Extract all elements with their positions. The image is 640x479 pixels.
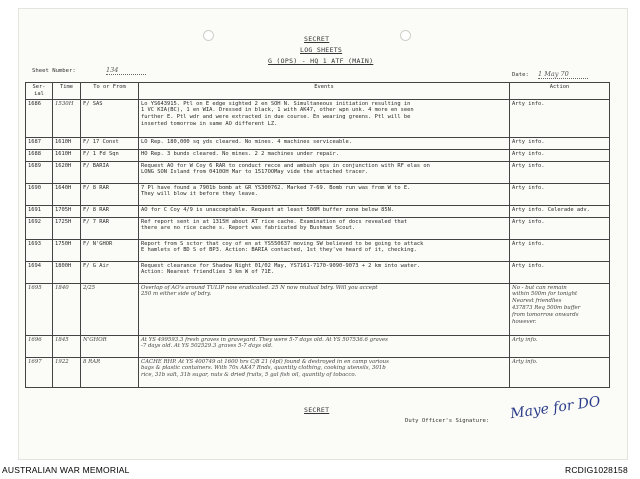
cell-event: AO for C Coy 4/9 is unacceptable. Request at least 500M buffer zone below 85N.	[139, 205, 510, 217]
cell-action: Arty info.	[510, 149, 610, 161]
cell-action: No - but can remain within 500m for tonight Nearest friendlies 437873 Req 500m buffer from tomorrow onwards however.	[510, 283, 610, 335]
cell-event: Lo YS643915. Ptl on E edge sighted 2 en SOH N. Simultaneous initiation resulting in 1 VC KIA(BC), 1 en WIA. Dressed in black, 1 with AK47, other wpn unk. 4 more en seen further E. Ptl wdr and were extracted in due course. En wearing greens. Ptl will be inserted tomorrow in same AO different LZ.	[139, 99, 510, 137]
cell-serial: 1696	[26, 335, 53, 357]
col-header-serial: Ser-ial	[26, 83, 53, 100]
cell-event: 7 Pl have found a 7901b bomb at GR YS300762. Marked 7-69. Bomb run was from W to E. They will blow it before they leave.	[139, 183, 510, 205]
punch-hole	[203, 30, 214, 41]
cell-from: F/ G Air	[81, 261, 139, 283]
cell-event: Overlap of AO's around TULIP now eradicated. 25 N now mutual bdry. Will you accept 250 m either side of bdry.	[139, 283, 510, 335]
cell-serial: 1692	[26, 217, 53, 239]
cell-serial: 1686	[26, 99, 53, 137]
table-row	[26, 261, 610, 283]
cell-action: Arty info.	[510, 239, 610, 261]
cell-event: Report from S sctor that coy of en at YS550637 moving SW believed to be going to attack E hamlets of BD S of BP3. Action: BARIA contacted, 1st they've heard of it, checking.	[139, 239, 510, 261]
cell-from: 8 RAR	[81, 357, 139, 387]
table-row	[26, 183, 610, 205]
credit-awm: AUSTRALIAN WAR MEMORIAL	[2, 465, 130, 475]
cell-time: 1705H	[53, 205, 81, 217]
classification-top: SECRET	[304, 35, 330, 43]
cell-serial: 1697	[26, 357, 53, 387]
signature-label: Duty Officer's Signature:	[405, 418, 490, 424]
cell-from: 2/25	[81, 283, 139, 335]
sheet-number-label: Sheet Number:	[32, 68, 76, 74]
sheet-number-value: 134	[106, 67, 146, 75]
cell-action: Arty info.	[510, 335, 610, 357]
cell-from: F/ 8 RAR	[81, 205, 139, 217]
cell-action: Arty info.	[510, 357, 610, 387]
cell-action: Arty info. Celerade adv.	[510, 205, 610, 217]
cell-from: F/ BARIA	[81, 161, 139, 183]
credit-record-id: RCDIG1028158	[565, 465, 628, 475]
cell-from: F/ 7 RAR	[81, 217, 139, 239]
table-row	[26, 205, 610, 217]
cell-time: 1922	[53, 357, 81, 387]
cell-serial: 1687	[26, 137, 53, 149]
col-header-events: Events	[139, 83, 510, 100]
cell-from: F/ 1 Fd Sqn	[81, 149, 139, 161]
cell-from: F/ N'GHOR	[81, 239, 139, 261]
cell-time: 1610H	[53, 149, 81, 161]
cell-time: 1640H	[53, 183, 81, 205]
cell-event: Request clearance for Shadow Night 01/02 May, YS7161-7170-9090-9073 + 2 km into water. Action: Nearest friendlies 3 km W of 71E.	[139, 261, 510, 283]
table-row	[26, 239, 610, 261]
cell-serial: 1690	[26, 183, 53, 205]
table-row	[26, 161, 610, 183]
cell-event: LO Rep. 180,000 sq yds cleared. No mines. 4 machines serviceable.	[139, 137, 510, 149]
cell-action: Arty info.	[510, 183, 610, 205]
classification-bottom: SECRET	[304, 406, 330, 414]
log-table	[25, 82, 610, 388]
cell-from: F/ 17 Const	[81, 137, 139, 149]
cell-event: HO Rep. 3 bunds cleared. No mines. 2 2 machines under repair.	[139, 149, 510, 161]
punch-hole	[400, 30, 411, 41]
cell-serial: 1693	[26, 239, 53, 261]
table-row	[26, 217, 610, 239]
cell-serial: 1695	[26, 283, 53, 335]
col-header-time: Time	[53, 83, 81, 100]
date-label: Date:	[512, 72, 529, 78]
cell-time: 1530H	[53, 99, 81, 137]
cell-from: F/ SAS	[81, 99, 139, 137]
cell-event: CACHE RHP. At YS 400749 at 1600 hrs C/8 21 (4pl) found & destroyed in en camp various bags & plastic containers. With 70x AK47 Rnds, quantity clothing, cooking utensils, 301b rice, 31b salt, 31b sugar, nuts & dried fruits, 5 gal fish oil, quantity of tobacco.	[139, 357, 510, 387]
cell-event: At YS 499593.3 fresh graves in graveyard. They were 5-7 days old. At YS 507536.6 graves -7 days old. At YS 502529.3 graves 5-7 days old.	[139, 335, 510, 357]
cell-action: Arty info.	[510, 217, 610, 239]
cell-action: Arty info.	[510, 161, 610, 183]
cell-time: 1750H	[53, 239, 81, 261]
date-value: 1 May 70	[538, 71, 588, 79]
table-row	[26, 283, 610, 335]
cell-event: Request AO for W Coy 6 RAR to conduct recce and ambush ops in conjunction with RF elas on LONG SON Island from 0410OH Mar to 1517OOMay vide the attached tracer.	[139, 161, 510, 183]
cell-serial: 1689	[26, 161, 53, 183]
cell-from: F/ 8 RAR	[81, 183, 139, 205]
cell-time: 1800H	[53, 261, 81, 283]
table-row	[26, 149, 610, 161]
cell-event: Ref report sent in at 1315H about AT rice cache. Examination of docs revealed that there are no rice cache s. Report was fabricated by Bushman Scout.	[139, 217, 510, 239]
table-row	[26, 99, 610, 137]
col-header-to-from: To or From	[81, 83, 139, 100]
col-header-action: Action	[510, 83, 610, 100]
cell-time: 1725H	[53, 217, 81, 239]
cell-from: N'GHOR	[81, 335, 139, 357]
table-row	[26, 137, 610, 149]
cell-serial: 1691	[26, 205, 53, 217]
cell-time: 1840	[53, 283, 81, 335]
duty-officer-signature: Maye for DO	[509, 393, 602, 423]
table-row	[26, 357, 610, 387]
sheet-title: LOG SHEETS	[300, 46, 343, 54]
table-header-row	[26, 83, 610, 100]
cell-time: 1610H	[53, 137, 81, 149]
cell-action: Arty info.	[510, 99, 610, 137]
cell-serial: 1688	[26, 149, 53, 161]
cell-action: Arty info.	[510, 137, 610, 149]
table-row	[26, 335, 610, 357]
cell-action: Arty info.	[510, 261, 610, 283]
cell-time: 1620H	[53, 161, 81, 183]
cell-time: 1845	[53, 335, 81, 357]
cell-serial: 1694	[26, 261, 53, 283]
unit-heading: G (OPS) - HQ 1 ATF (MAIN)	[268, 57, 374, 65]
